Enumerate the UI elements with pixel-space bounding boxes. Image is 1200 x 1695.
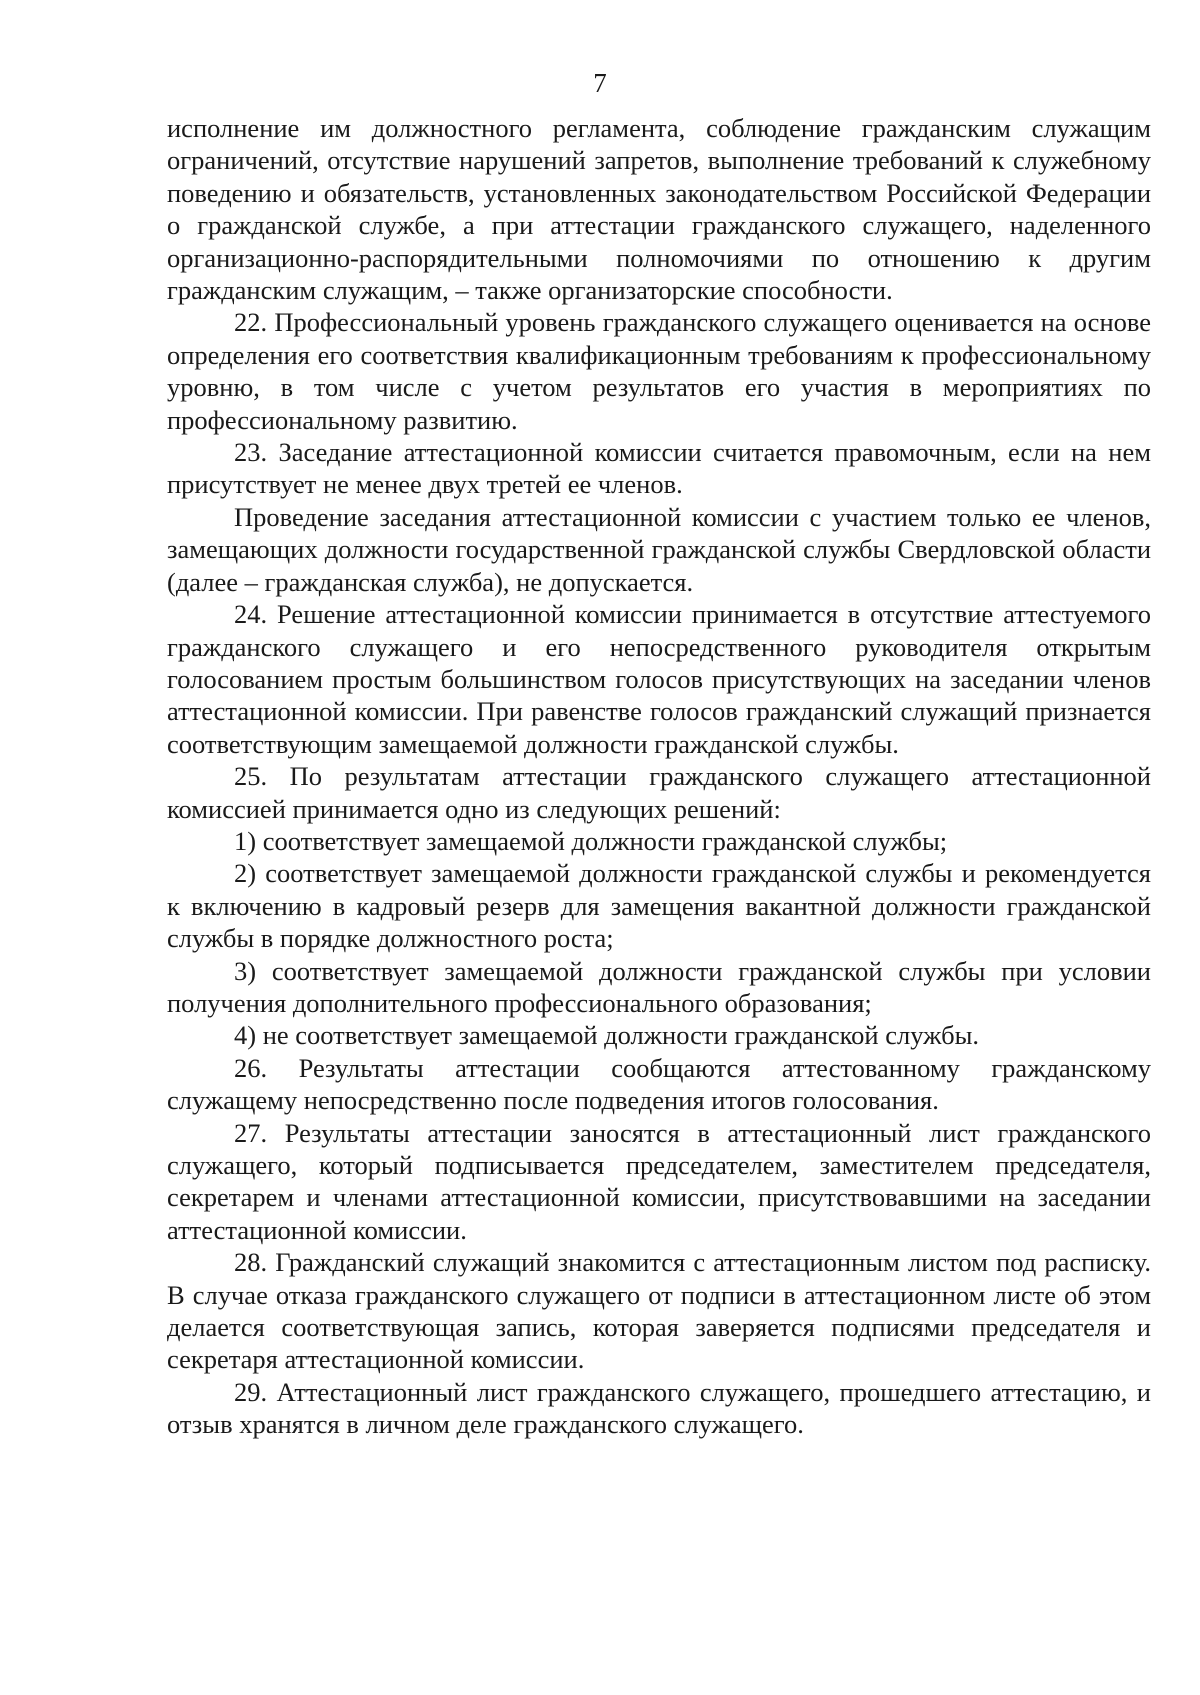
paragraph-continuation: исполнение им должностного регламента, соблюдение гражданским служащим ограничений, отсутствие нарушений запретов, выполнение требований к служебному поведению и обязательств, установленных законодательством Российской Федерации о гражданской службе, а при аттестации гражданского служащего, наделенного организационно-распорядительными полномочиями по отношению к другим гражданским служащим, – также организаторские способности. xyxy=(167,113,1151,306)
paragraph-23: 23. Заседание аттестационной комиссии считается правомочным, если на нем присутствует не менее двух третей ее членов. xyxy=(167,437,1151,500)
paragraph-24: 24. Решение аттестационной комиссии принимается в отсутствие аттестуемого гражданского служащего и его непосредственного руководителя открытым голосованием простым большинством голосов присутствующих на заседании членов аттестационной комиссии. При равенстве голосов гражданский служащий признается соответствующим замещаемой должности гражданской службы. xyxy=(167,599,1151,759)
paragraph-25-item-3: 3) соответствует замещаемой должности гражданской службы при условии получения дополнительного профессионального образования; xyxy=(167,955,1151,1018)
paragraph-27: 27. Результаты аттестации заносятся в аттестационный лист гражданского служащего, который подписывается председателем, заместителем председателя, секретарем и членами аттестационной комиссии, присутствовавшими на заседании аттестационной комиссии. xyxy=(167,1117,1151,1245)
paragraph-26: 26. Результаты аттестации сообщаются аттестованному гражданскому служащему непосредственно после подведения итогов голосования. xyxy=(167,1052,1151,1116)
document-body xyxy=(167,112,1151,1441)
paragraph-25: 25. По результатам аттестации гражданского служащего аттестационной комиссией принимается одно из следующих решений: xyxy=(167,761,1151,824)
paragraph-25-item-4: 4) не соответствует замещаемой должности гражданской службы. xyxy=(234,1020,980,1051)
paragraph-25-item-2: 2) соответствует замещаемой должности гражданской службы и рекомендуется к включению в кадровый резерв для замещения вакантной должности гражданской службы в порядке должностного роста; xyxy=(167,858,1151,954)
paragraph-28: 28. Гражданский служащий знакомится с аттестационным листом под расписку. В случае отказа гражданского служащего от подписи в аттестационном листе об этом делается соответствующая запись, которая заверяется подписями председателя и секретаря аттестационной комиссии. xyxy=(167,1247,1151,1375)
page-number: 7 xyxy=(593,68,607,98)
paragraph-25-item-1: 1) соответствует замещаемой должности гражданской службы; xyxy=(234,825,948,856)
paragraph-23-part-2: Проведение заседания аттестационной комиссии с участием только ее членов, замещающих должности государственной гражданской службы Свердловской области (далее – гражданская служба), не допускается. xyxy=(167,501,1151,597)
paragraph-29: 29. Аттестационный лист гражданского служащего, прошедшего аттестацию, и отзыв хранятся в личном деле гражданского служащего. xyxy=(167,1376,1151,1440)
paragraph-22: 22. Профессиональный уровень гражданского служащего оценивается на основе определения его соответствия квалификационным требованиям к профессиональному уровню, в том числе с учетом результатов его участия в мероприятиях по профессиональному развитию. xyxy=(167,307,1151,435)
